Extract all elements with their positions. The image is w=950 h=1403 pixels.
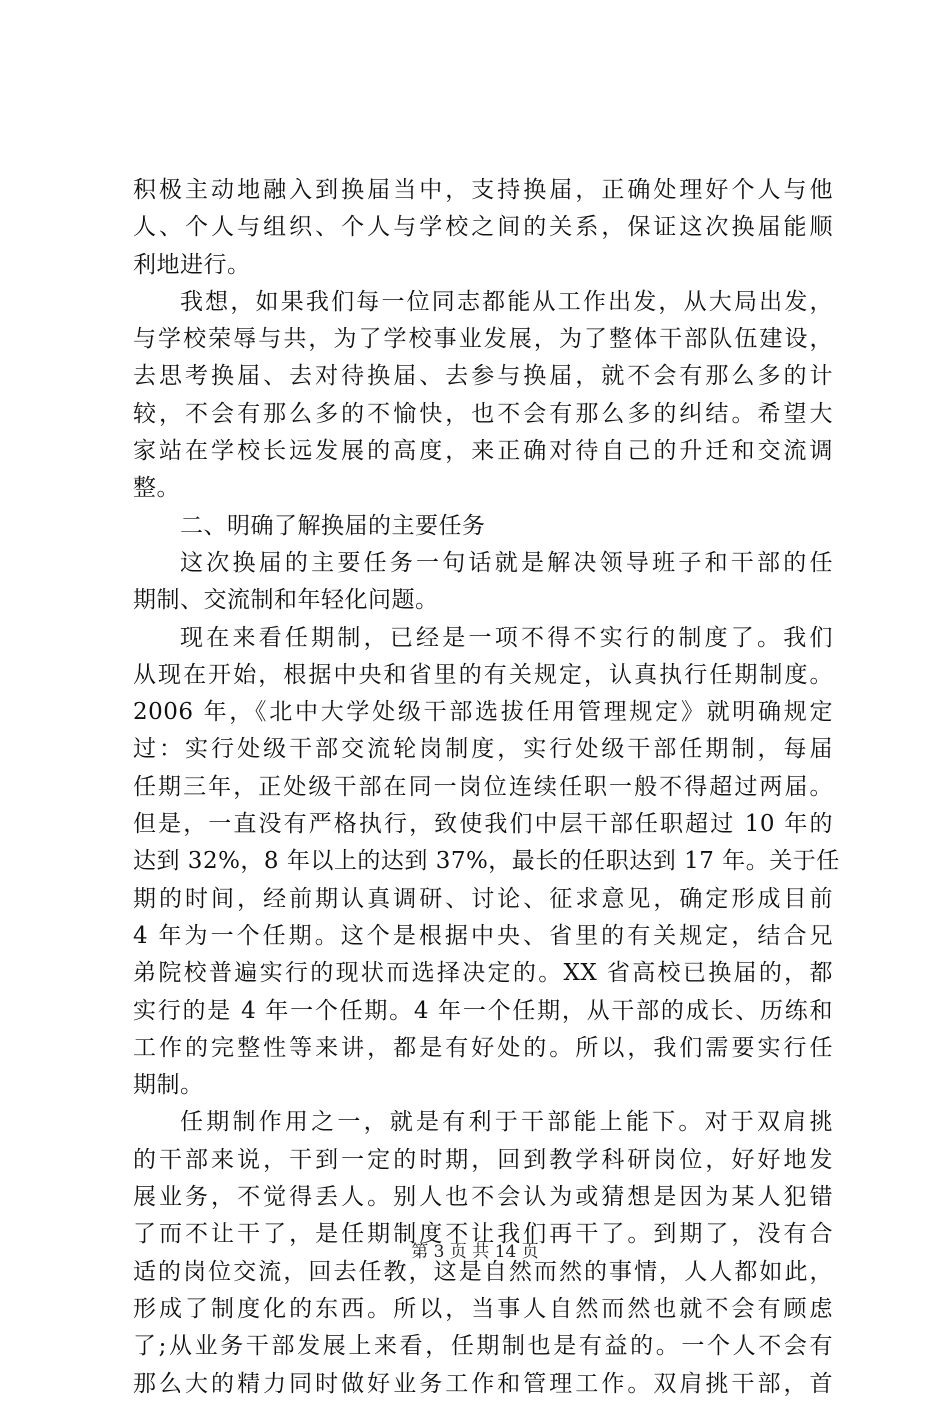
page-footer: 第 3 页 共 14 页 <box>411 1242 539 1262</box>
text-line: 的干部来说，干到一定的时期，回到教学科研岗位，好好地发 <box>133 1146 833 1173</box>
text-line: 任期三年，正处级干部在同一岗位连续任职一般不得超过两届。 <box>133 773 833 800</box>
text-line: 过：实行处级干部交流轮岗制度，实行处级干部任期制，每届 <box>133 736 833 763</box>
text-line: 工作的完整性等来讲，都是有好处的。所以，我们需要实行任 <box>133 1034 833 1061</box>
text-line: 去思考换届、去对待换届、去参与换届，就不会有那么多的计 <box>133 363 833 390</box>
text-line: 弟院校普遍实行的现状而选择决定的。XX 省高校已换届的，都 <box>133 960 833 987</box>
text-line: 整。 <box>133 475 180 502</box>
text-line: 从现在开始，根据中央和省里的有关规定，认真执行任期制度。 <box>133 661 833 688</box>
text-line: 利地进行。 <box>133 251 251 278</box>
text-line: 较，不会有那么多的不愉快，也不会有那么多的纠结。希望大 <box>133 400 833 427</box>
text-line: 人、个人与组织、个人与学校之间的关系，保证这次换届能顺 <box>133 214 833 241</box>
text-line: 适的岗位交流，回去任教，这是自然而然的事情，人人都如此， <box>133 1258 833 1285</box>
text-line: 期的时间，经前期认真调研、讨论、征求意见，确定形成目前 <box>133 885 833 912</box>
text-line: 4 年为一个任期。这个是根据中央、省里的有关规定，结合兄 <box>133 922 833 949</box>
text-line: 实行的是 4 年一个任期。4 年一个任期，从干部的成长、历练和 <box>133 997 833 1024</box>
text-line: 与学校荣辱与共，为了学校事业发展，为了整体干部队伍建设， <box>133 326 833 353</box>
text-line: 达到 32%，8 年以上的达到 37%，最长的任职达到 17 年。关于任 <box>133 848 840 875</box>
text-line: 那么大的精力同时做好业务工作和管理工作。双肩挑干部，首 <box>133 1370 833 1397</box>
text-line: 期制、交流制和年轻化问题。 <box>133 587 439 614</box>
text-line: 二、明确了解换届的主要任务 <box>180 512 486 539</box>
text-line: 期制。 <box>133 1072 204 1099</box>
text-line: 2006 年，《北中大学处级干部选拔任用管理规定》就明确规定 <box>133 699 833 726</box>
text-line: 我想，如果我们每一位同志都能从工作出发，从大局出发， <box>180 288 833 315</box>
text-line: 积极主动地融入到换届当中，支持换届，正确处理好个人与他 <box>133 177 833 203</box>
text-line: 了而不让干了，是任期制度不让我们再干了。到期了，没有合 <box>133 1221 833 1248</box>
text-line: 了;从业务干部发展上来看，任期制也是有益的。一个人不会有 <box>133 1333 833 1360</box>
text-line: 任期制作用之一，就是有利于干部能上能下。对于双肩挑 <box>180 1109 833 1136</box>
text-line: 展业务，不觉得丢人。别人也不会认为或猜想是因为某人犯错 <box>133 1184 833 1211</box>
text-line: 家站在学校长远发展的高度，来正确对待自己的升迁和交流调 <box>133 438 833 465</box>
text-line: 现在来看任期制，已经是一项不得不实行的制度了。我们 <box>180 624 833 651</box>
text-line: 但是，一直没有严格执行，致使我们中层干部任职超过 10 年的 <box>133 811 833 838</box>
text-line: 这次换届的主要任务一句话就是解决领导班子和干部的任 <box>180 549 833 576</box>
document-body <box>133 172 840 1403</box>
text-line: 形成了制度化的东西。所以，当事人自然而然也就不会有顾虑 <box>133 1295 833 1322</box>
